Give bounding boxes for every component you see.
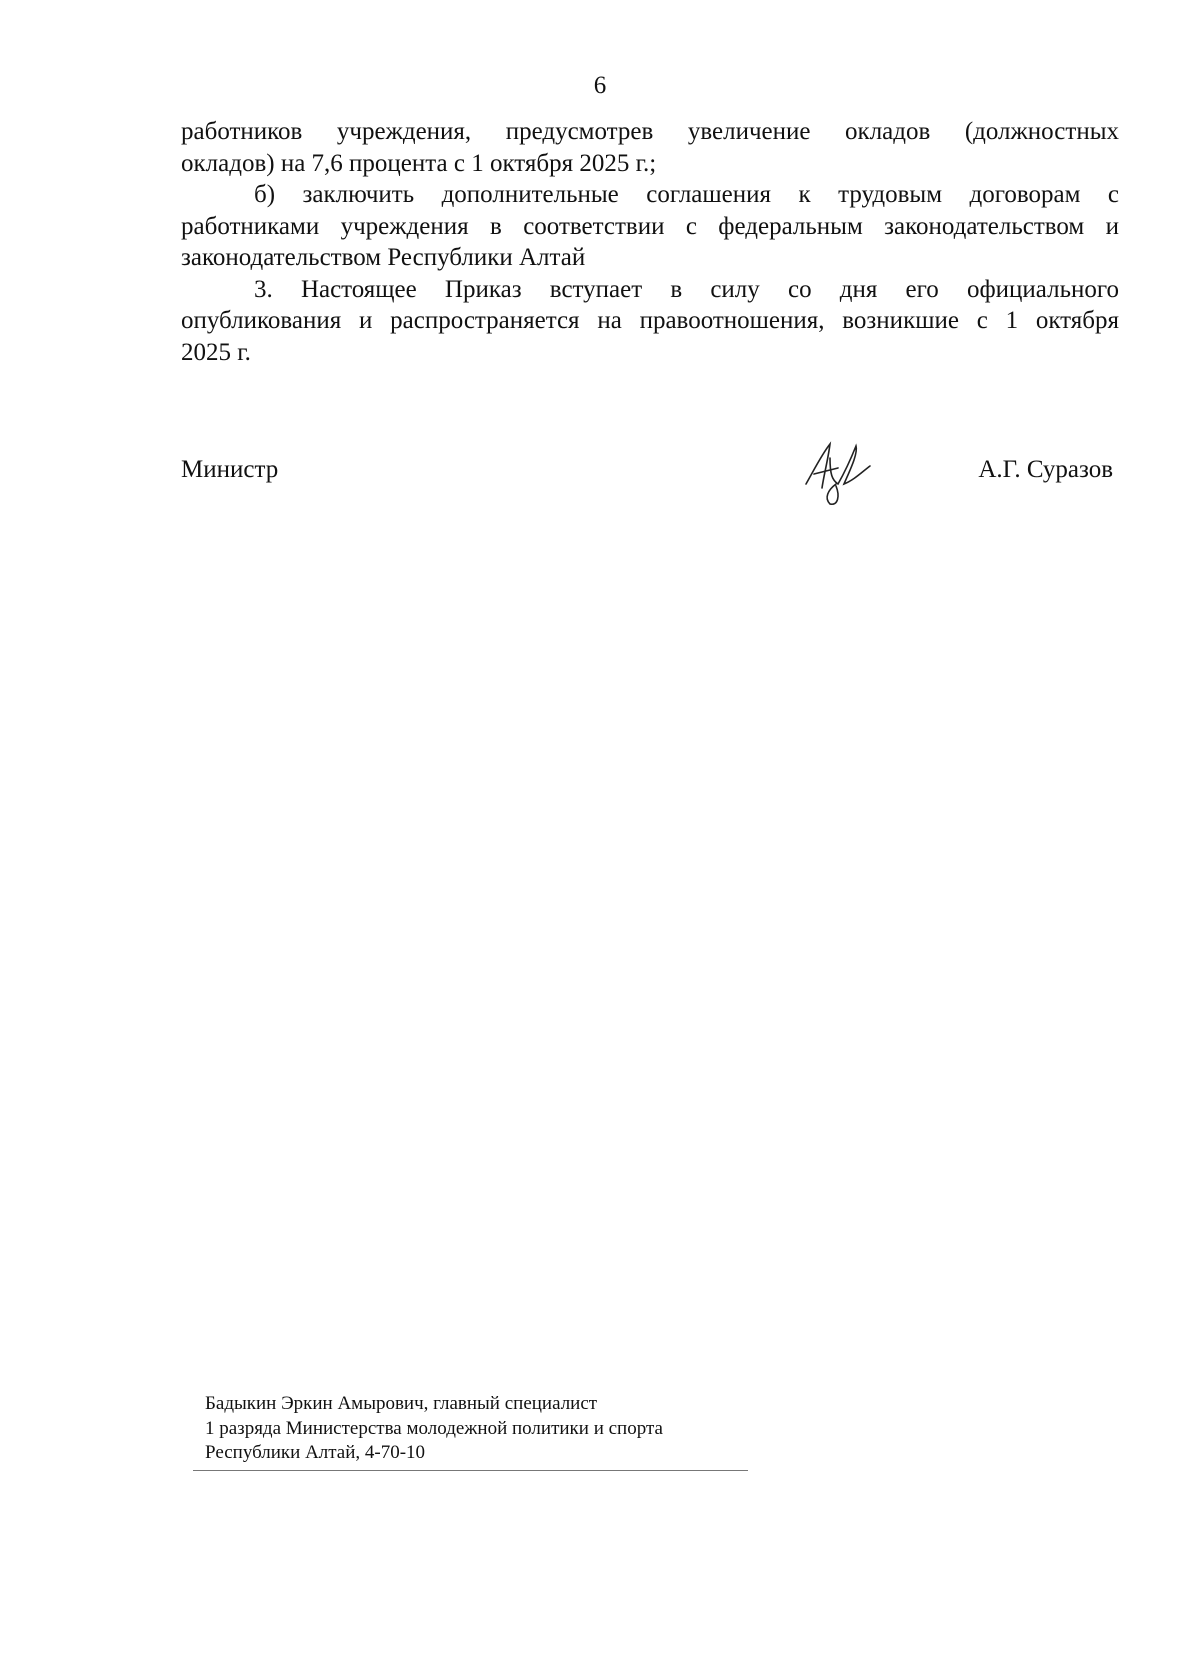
page-number: 6 [593, 72, 607, 99]
text-line: б) заключить дополнительные соглашения к трудовым договорам с [254, 181, 1119, 208]
signatory-name: А.Г. Суразов [978, 456, 1113, 483]
handwritten-signature [800, 440, 875, 510]
text-line: 3. Настоящее Приказ вступает в силу со дня его официального [254, 275, 1119, 303]
text-line: опубликования и распространяется на правоотношения, возникшие с 1 октября [181, 307, 1119, 334]
paragraph [181, 116, 1119, 179]
text-line: законодательством Республики Алтай [181, 244, 586, 271]
executor-line: Бадыкин Эркин Амырович, главный специалист [205, 1393, 598, 1414]
text-line: работников учреждения, предусмотрев увеличение окладов (должностных [181, 118, 1119, 145]
text-line: работниками учреждения в соответствии с федеральным законодательством и [181, 212, 1119, 240]
footer-divider [193, 1470, 748, 1471]
text-line: окладов) на 7,6 процента с 1 октября 2025 г.; [181, 149, 657, 177]
executor-line: Республики Алтай, 4-70-10 [205, 1442, 426, 1463]
paragraph [181, 274, 1119, 369]
document-body [181, 116, 1119, 368]
signatory-position: Министр [181, 456, 279, 483]
text-line: 2025 г. [181, 338, 251, 366]
paragraph [181, 179, 1119, 274]
executor-info [205, 1392, 663, 1466]
executor-line: 1 разряда Министерства молодежной политики и спорта [205, 1417, 663, 1439]
